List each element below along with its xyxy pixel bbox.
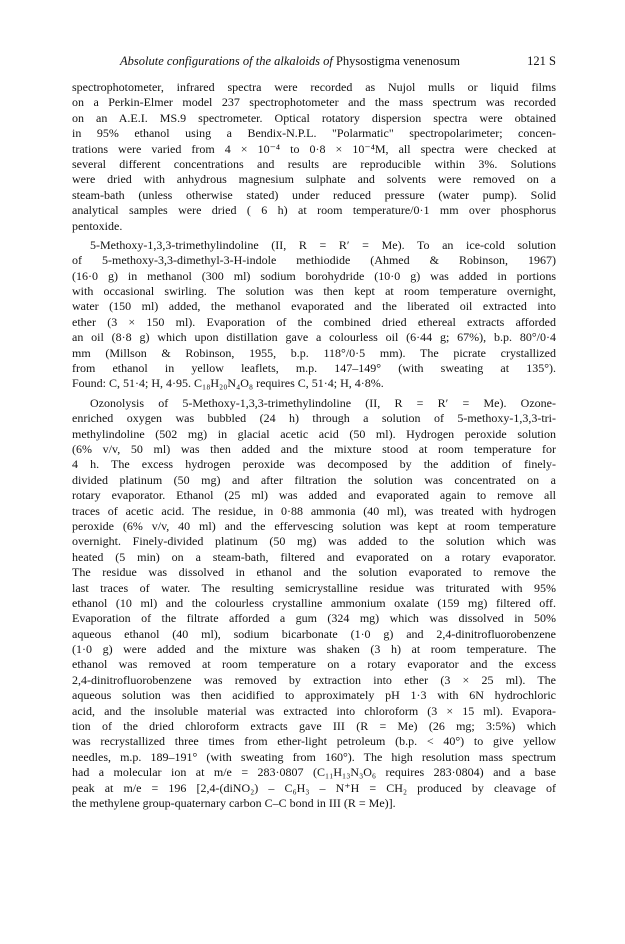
text-line: pentoxide. (72, 218, 123, 233)
text-line: Found: C, 51·4; H, 4·95. C₁₈H₂₀N₄O₈ requires C, 51·4; H, 4·8%. (72, 376, 384, 391)
text-line: rotary evaporator. Ethanol (25 ml) was added and evaporated again to remove all (72, 488, 556, 503)
text-line: aqueous solution was then acidified to approximately pH 1·3 with 6N hydrochloric (72, 688, 556, 703)
text-line: (1·0 g) were added and the mixture was shaken (3 h) at room temperature. The (72, 642, 556, 657)
text-line: (6% v/v, 50 ml) was then added and the mixture stood at room temperature for (72, 441, 556, 456)
text-line: several different concentrations and results are reproducible within 3%. Solutions (72, 156, 556, 171)
text-line: traces of acetic acid. The residue, in 0·88 ammonia (40 ml), was treated with hydrogen (72, 503, 556, 518)
text-line: the methylene group-quaternary carbon C–C bond in III (R = Me)]. (72, 795, 396, 810)
text-line: aqueous ethanol (40 ml), sodium bicarbonate (1·0 g) and 2,4-dinitrofluorobenzene (72, 626, 556, 641)
text-line: tion of the dried chloroform extracts gave III (R = Me) (26 mg; 3:5%) which (72, 719, 556, 734)
text-line: last traces of water. The resulting semicrystalline residue was triturated with 95% (72, 580, 556, 595)
text-line: 4 h. The excess hydrogen peroxide was decomposed by the addition of finely- (72, 457, 556, 472)
text-line: ethanol (10 ml) and the colourless crystalline ammonium oxalate (159 mg) filtered off. (72, 595, 556, 610)
text-line: in 95% ethanol using a Bendix-N.P.L. "Polarmatic" spectropolarimeter; concen- (72, 126, 556, 141)
paragraph-ozonolysis (72, 396, 556, 812)
running-title-plain: Physostigma venenosum (335, 54, 460, 68)
text-line: (16·0 g) in methanol (300 ml) sodium borohydride (10·0 g) was added in portions (72, 268, 556, 283)
text-line: enriched oxygen was bubbled (24 h) through a solution of 5-methoxy-1,3,3-tri- (72, 411, 556, 426)
text-line: with occasional swirling. The solution was then kept at room temperature overnight, (72, 284, 556, 299)
running-header (72, 54, 556, 72)
text-line: had a molecular ion at m/e = 283·0807 (C₁₁H₁₃N₃O₆ requires 283·0804) and a base (72, 765, 556, 780)
text-line: 2,4-dinitrofluorobenzene was removed by extraction into ether (3 × 25 ml). The (72, 672, 556, 687)
text-line: needles, m.p. 189–191° (with sweating from 160°). The high resolution mass spectrum (72, 749, 556, 764)
text-line: were dried with anhydrous magnesium sulphate and solvents were removed on a (72, 172, 556, 187)
text-line: of 5-methoxy-3,3-dimethyl-3-H-indole methiodide (Ahmed & Robinson, 1967) (72, 253, 556, 268)
text-line: was recrystallized three times from ether-light petroleum (b.p. < 40°) to give yellow (72, 734, 556, 749)
text-line: heated (5 min) on a steam-bath, filtered and evaporated on a rotary evaporator. (72, 549, 556, 564)
text-line: methylindoline (502 mg) in glacial acetic acid (50 ml). Hydrogen peroxide solution (72, 426, 556, 441)
page-number: 121 S (527, 54, 556, 68)
text-line: analytical samples were dried ( 6 h) at room temperature/0·1 mm over phosphorus (72, 203, 556, 218)
text-line: acid, and the insoluble material was extracted into chloroform (3 × 15 ml). Evapora- (72, 703, 556, 718)
text-line: trations were varied from 4 × 10⁻⁴ to 0·8 × 10⁻⁴M, all spectra were checked at (72, 141, 556, 156)
text-line: peak at m/e = 196 [2,4-(diNO₂) – C₆H₃ – N⁺H = CH₂ produced by cleavage of (72, 780, 556, 795)
text-line: divided platinum (50 mg) and after filtration the solution was concentrated on a (72, 472, 556, 487)
text-line: Evaporation of the filtrate afforded a gum (324 mg) which was dissolved in 50% (72, 611, 556, 626)
paragraph-trimethylindoline (72, 238, 556, 392)
text-line: overnight. Finely-divided platinum (50 mg) was added to the solution which was (72, 534, 556, 549)
text-line: ether (3 × 150 ml). Evaporation of the combined dried ethereal extracts afforded (72, 314, 556, 329)
running-title-italic: Absolute configurations of the alkaloids of (120, 54, 333, 68)
text-line: on an A.E.I. MS.9 spectrometer. Optical rotatory dispersion spectra were obtained (72, 110, 556, 125)
text-line: on a Perkin-Elmer model 237 spectrophotometer and the mass spectrum was recorded (72, 95, 556, 110)
text-line: an oil (8·8 g) which upon distillation gave a colourless oil (6·44 g; 67%), b.p. 80°/0·4 (72, 330, 556, 345)
text-line: mm (Millson & Robinson, 1955, b.p. 118°/0·5 mm). The picrate crystallized (72, 345, 556, 360)
body-text (72, 80, 556, 811)
text-line: 5-Methoxy-1,3,3-trimethylindoline (II, R = R′ = Me). To an ice-cold solution (90, 237, 556, 252)
text-line: ethanol was removed at room temperature on a rotary evaporator and the excess (72, 657, 556, 672)
running-title (120, 54, 460, 69)
text-line: water (150 ml) added, the methanol evaporated and the liberated oil extracted into (72, 299, 556, 314)
text-line: steam-bath (unless otherwise stated) under reduced pressure (water pump). Solid (72, 187, 556, 202)
text-line: Ozonolysis of 5-Methoxy-1,3,3-trimethylindoline (II, R = R′ = Me). Ozone- (90, 395, 556, 410)
text-line: peroxide (6% v/v, 40 ml) and the effervescing solution was kept at room temperature (72, 518, 556, 533)
text-line: from ethanol in yellow leaflets, m.p. 147–149° (with sweating at 135°). (72, 361, 556, 376)
text-line: spectrophotometer, infrared spectra were recorded as Nujol mulls or liquid films (72, 80, 556, 94)
text-line: The residue was dissolved in ethanol and the solution evaporated to remove the (72, 565, 556, 580)
paragraph-methods (72, 80, 556, 234)
